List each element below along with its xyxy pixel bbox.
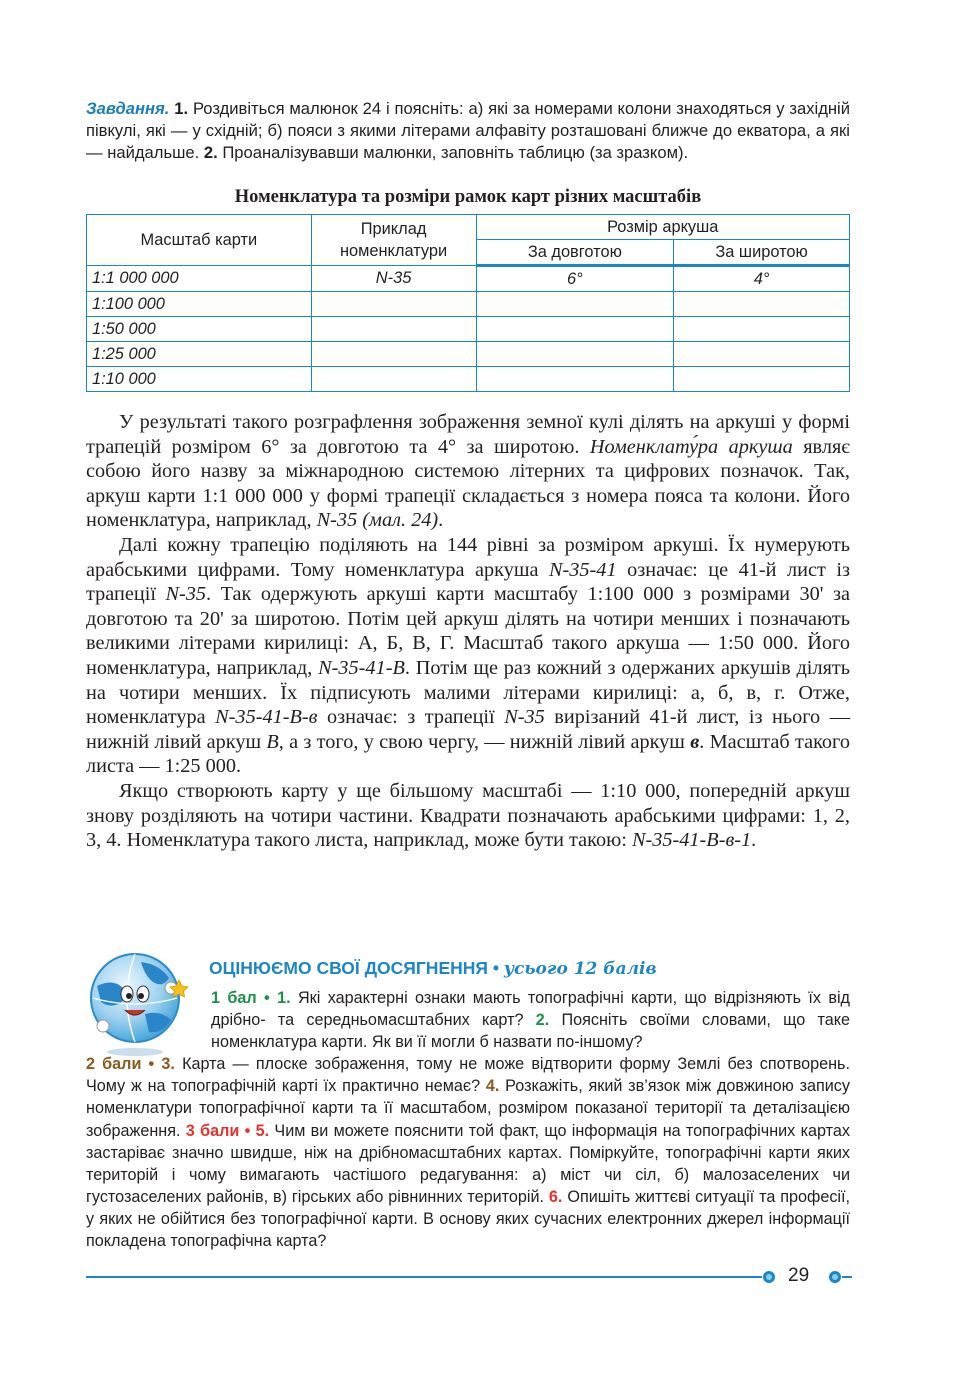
cell-latitude: 4°: [674, 266, 850, 292]
example-code: N-35: [165, 583, 207, 606]
question-number: 4.: [485, 1077, 500, 1096]
cell-scale: 1:10 000: [87, 367, 312, 392]
task-number-2: 2.: [203, 143, 218, 163]
example-code: N-35-41-В: [318, 656, 405, 679]
cell-example: N-35: [311, 266, 476, 292]
cell-example: [311, 367, 476, 392]
paragraph-3: [86, 779, 850, 853]
text-run: Далі кожну трапецію поділяють на 144 рівні за розміром аркуші. Їх нумерують арабськими цифрами. Тому номенклатура аркуша: [86, 533, 850, 581]
achievements-total: усього 12 балів: [503, 959, 657, 979]
table-row: [87, 292, 850, 317]
cell-longitude: [476, 317, 674, 342]
level-2-label: 2 бали • 3.: [86, 1055, 175, 1074]
example-code: в: [690, 730, 700, 753]
cell-latitude: [674, 367, 850, 392]
cell-scale: 1:50 000: [87, 317, 312, 342]
example-code: N-35-41-В-в-1: [631, 829, 752, 852]
question-text: Карта — плоске зображення, тому не може відтворити форму Землі без спотворень. Чому ж на топографічній карті їх практично немає?: [86, 1055, 850, 1096]
achievements-text: [86, 987, 850, 1252]
text-run: . Так одержують аркуші карти масштабу 1:100 000 з розмірами 30' за довготою та 20' за широтою. Потім цей аркуш ділять на чотири менших і позначають великими літерами кирилиці: А, Б, В, Г. Масштаб такого аркуша — 1:50 000. Його номенклатура, наприклад,: [86, 583, 850, 679]
question-text: Розкажіть, який зв’язок між довжиною запису номенклатури топографічної карти та її масштабом, розміром показаної території та деталізацією зображення.: [86, 1077, 850, 1140]
header-size: Розмір аркуша: [476, 215, 850, 240]
task-block: [86, 98, 850, 165]
questions-level-2-3: [86, 1053, 850, 1252]
table-title: Номенклатура та розміри рамок карт різних масштабів: [234, 187, 702, 207]
achievements-heading: ОЦІНЮЄМО СВОЇ ДОСЯГНЕННЯ: [209, 958, 488, 978]
cell-latitude: [674, 342, 850, 367]
question-text: Опишіть життєві ситуації та професії, у яких не обійтися без топографічної карти. В основу яких сучасних електронних джерел інформації покладена топографічна карта?: [86, 1187, 851, 1251]
text-run: .: [751, 829, 757, 852]
text-run: вирізаний 41-й лист, із нього — нижній лівий аркуш: [86, 706, 850, 753]
header-scale: Масштаб карти: [87, 215, 312, 266]
title-bullet: •: [487, 958, 504, 978]
level-1-label: 1 бал • 1.: [211, 989, 291, 1007]
example-code: N-35-41-В-в: [215, 706, 318, 729]
cell-longitude: [476, 342, 674, 367]
question-number: 2.: [535, 1011, 550, 1030]
question-text: Поясніть своїми словами, що таке номенклатура карти. Як ви її могли б назвати по-іншому?: [211, 1011, 850, 1052]
cell-example: [311, 292, 476, 317]
nomenclature-table: [86, 214, 850, 392]
question-text: Які характерні ознаки мають топографічні карти, що відрізняють їх від дрібно- та середньомасштабних карт?: [211, 989, 850, 1030]
example-code: N-35: [504, 706, 545, 729]
question-text: Чим ви можете пояснити той факт, що інформація на топографічних картах застаріває значно швидше, ніж на дрібномасштабних картах. Поміркуйте, топографічні карти яких територій і чому вимагають частішого редагування: а) міст чи сіл, б) малозаселених чи густозаселених районів, в) гірських або рівнинних територій.: [86, 1121, 850, 1206]
cell-example: [311, 342, 476, 367]
header-latitude: За широтою: [674, 240, 850, 266]
task-text-2: Проаналізувавши малюнки, заповніть таблицю (за зразком).: [217, 143, 689, 163]
achievements-title: [209, 958, 657, 979]
table-row: [87, 342, 850, 367]
text-run: означає: з трапеції: [317, 706, 505, 729]
footer-rule: [86, 1276, 762, 1278]
cell-latitude: [674, 317, 850, 342]
cell-longitude: 6°: [476, 266, 674, 292]
text-run: . Потім ще раз кожний з одержаних аркушів ділять на чотири менших. Їх підписують малими літерами кирилиці: а, б, в, г. Отже, номенклатура: [86, 656, 851, 729]
example-code: N-35 (мал. 24): [316, 509, 439, 532]
header-example: Приклад номенклатури: [311, 215, 476, 266]
cell-example: [311, 317, 476, 342]
task-label: Завдання.: [86, 99, 170, 118]
body-text: [86, 410, 850, 853]
text-run: У результаті такого розграфлення зображення земної кулі ділять на аркуші у формі трапецій розміром 6° за довготою та 4° за широтою.: [86, 411, 850, 458]
task-number-1: 1.: [174, 99, 189, 118]
text-run: означає: це 41-й лист із трапеції: [86, 558, 850, 606]
question-number: 6.: [548, 1187, 563, 1206]
text-run: .: [438, 509, 444, 532]
cell-longitude: [476, 292, 674, 317]
task-text-1: Роздивіться малюнок 24 і поясніть: а) які за номерами колони знаходяться у західній півкулі, які — у східній; б) пояси з якими літерами алфавіту розташовані ближче до екватора, а які — найдальше.: [86, 99, 850, 163]
footer-bullet-icon: [828, 1270, 842, 1284]
cell-scale: 1:1 000 000: [87, 266, 312, 292]
level-3-label: 3 бали • 5.: [185, 1121, 270, 1140]
text-run: , а з того, у свою чергу, — нижній лівий аркуш: [278, 730, 691, 753]
questions-level-1: [211, 987, 850, 1053]
page-number: 29: [788, 1265, 810, 1286]
example-code: В: [266, 730, 279, 753]
cell-scale: 1:100 000: [87, 292, 312, 317]
cell-scale: 1:25 000: [87, 342, 312, 367]
table-row: [87, 317, 850, 342]
footer-bullet-icon: [762, 1270, 776, 1284]
paragraph-1: [86, 410, 850, 533]
cell-longitude: [476, 367, 674, 392]
text-run: Якщо створюють карту у ще більшому масштабі — 1:10 000, попередній аркуш знову розділяють на чотири частини. Квадрати позначають арабськими цифрами: 1, 2, 3, 4. Номенклатура такого листа, наприклад, може бути такою:: [86, 779, 850, 852]
table-row: [87, 266, 850, 292]
example-code: N-35-41: [548, 558, 617, 581]
term-nomenclature: Номенклату́ра аркуша: [589, 435, 793, 458]
table-row: [87, 367, 850, 392]
footer-rule-end: [842, 1276, 852, 1278]
text-run: являє собою його назву за міжнародною системою літерних та цифрових позначок. Так, аркуш карти 1:1 000 000 у формі трапеції складається з номера пояса та колони. Його номенклатура, наприклад,: [86, 435, 851, 532]
cell-latitude: [674, 292, 850, 317]
header-longitude: За довготою: [476, 240, 674, 266]
paragraph-2: [86, 533, 850, 779]
text-run: . Масштаб такого листа — 1:25 000.: [86, 730, 850, 778]
